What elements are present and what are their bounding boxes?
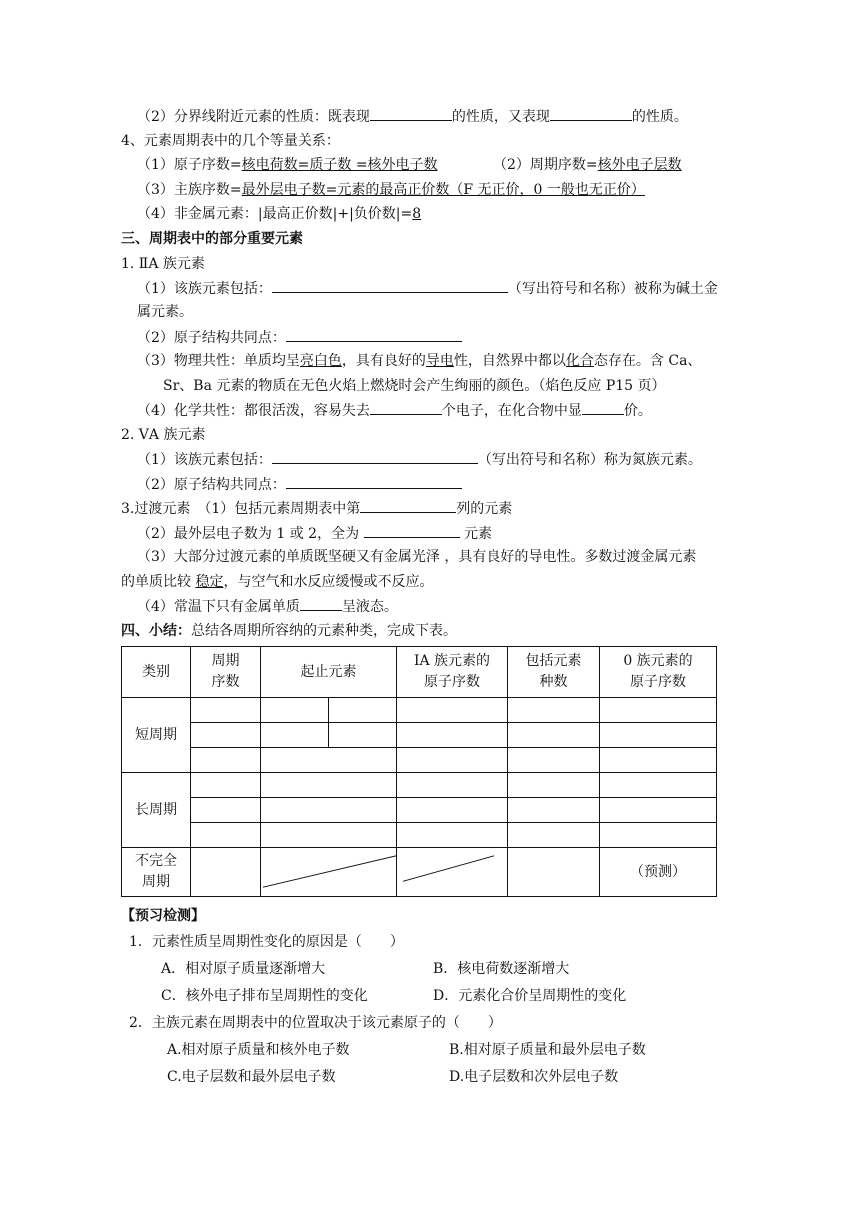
fill-blank[interactable] — [370, 400, 442, 415]
table-cell[interactable] — [261, 748, 397, 773]
table-cell[interactable] — [600, 773, 717, 798]
underlined-text: 亮白色 — [299, 353, 342, 369]
text: ，与空气和水反应缓慢或不反应。 — [223, 574, 434, 590]
text: 的单质比较 — [121, 574, 191, 590]
underlined-text: 8 — [412, 206, 422, 222]
header-line: 原子序数 — [424, 674, 480, 690]
table-cell[interactable] — [600, 748, 717, 773]
line-transition-outer — [137, 523, 492, 544]
underlined-text: 核电荷数=质子数 =核外电子数 — [241, 157, 438, 173]
text: （3）主族序数= — [137, 182, 242, 198]
q1-option-d[interactable]: D．元素化合价呈周期性的变化 — [433, 988, 627, 1004]
section-heading-relations: 4、元素周期表中的几个等量关系： — [121, 133, 340, 149]
section-heading-summary — [121, 621, 457, 641]
text: （2）周期序数= — [493, 157, 598, 173]
underlined-text: 稳定 — [195, 574, 224, 590]
text: （4）化学共性：都很活泼，容易失去 — [137, 403, 370, 419]
predict-cell: （预测） — [600, 848, 717, 897]
q2-option-a[interactable]: A.相对原子质量和核外电子数 — [167, 1042, 350, 1058]
text: 四、小结： — [121, 623, 191, 639]
question-2: 2．主族元素在周期表中的位置取决于该元素原子的（ ） — [129, 1015, 502, 1031]
row-label-short: 短周期 — [122, 698, 191, 773]
text: （2）分界线附近元素的性质：既表现 — [137, 109, 370, 125]
table-cell[interactable] — [191, 723, 261, 748]
table-cell[interactable] — [508, 823, 600, 848]
q2-option-d[interactable]: D.电子层数和次外层电子数 — [449, 1069, 619, 1085]
text: 个电子，在化合物中显 — [441, 403, 582, 419]
text: （1）该族元素包括： — [137, 452, 272, 468]
table-cell[interactable] — [397, 823, 508, 848]
header-line: 包括元素 — [525, 653, 582, 669]
line-relation-4 — [137, 204, 421, 224]
line-iia-physical — [137, 351, 701, 371]
header-line: 0 族元素的 — [623, 653, 693, 669]
table-cell[interactable] — [508, 773, 600, 798]
text: 态存在。含 Ca、 — [593, 353, 702, 369]
text: （4）常温下只有金属单质 — [137, 599, 300, 615]
fill-blank[interactable] — [300, 596, 342, 611]
line-iia-structure — [137, 327, 462, 348]
subheading-va: 2. ⅤA 族元素 — [121, 427, 206, 443]
fill-blank[interactable] — [272, 278, 508, 293]
subheading-iia: 1. ⅡA 族元素 — [121, 256, 205, 272]
table-cell[interactable] — [191, 698, 261, 723]
fill-blank[interactable] — [582, 400, 624, 415]
header-zero — [600, 647, 717, 698]
table-cell[interactable] — [191, 823, 261, 848]
text: 的性质。 — [631, 109, 688, 125]
text: 3.过渡元素 （1）包括元素周期表中第 — [121, 501, 361, 517]
row-label-line: 周期 — [142, 874, 170, 890]
table-cell[interactable] — [191, 798, 261, 823]
text: （1）原子序数= — [137, 157, 242, 173]
fill-blank[interactable] — [286, 474, 462, 489]
table-cell[interactable] — [261, 723, 329, 748]
diagonal-line — [261, 848, 396, 896]
line-transition-stable — [121, 572, 433, 592]
section-heading-important-elements: 三、周期表中的部分重要元素 — [121, 231, 303, 247]
table-cell[interactable] — [191, 773, 261, 798]
table-cell[interactable] — [397, 723, 508, 748]
table-cell[interactable] — [191, 748, 261, 773]
q1-option-a[interactable]: A．相对原子质量逐渐增大 — [161, 961, 326, 977]
text: 呈液态。 — [341, 599, 398, 615]
q1-option-c[interactable]: C．核外电子排布呈周期性的变化 — [161, 988, 368, 1004]
fill-blank[interactable] — [360, 498, 456, 513]
table-cell[interactable] — [397, 773, 508, 798]
line-iia-members — [137, 278, 718, 299]
table-row — [122, 798, 717, 823]
table-cell[interactable] — [508, 798, 600, 823]
line-iia-flame: Sr、Ba 元素的物质在无色火焰上燃烧时会产生绚丽的颜色。（焰色反应 P15 页） — [163, 378, 666, 394]
line-liquid-metal — [137, 596, 398, 617]
header-line: 种数 — [539, 674, 568, 690]
table-cell[interactable] — [329, 698, 397, 723]
header-start-end: 起止元素 — [261, 647, 397, 698]
line-va-structure — [137, 474, 462, 495]
table-cell[interactable] — [329, 723, 397, 748]
header-period-number — [191, 647, 261, 698]
text: 性，自然界中都以 — [453, 353, 566, 369]
crossed-out-cell — [261, 848, 397, 897]
text: （1）该族元素包括： — [137, 281, 272, 297]
table-cell[interactable] — [508, 723, 600, 748]
table-row — [122, 698, 717, 723]
table-row — [122, 748, 717, 773]
table-cell[interactable] — [600, 823, 717, 848]
summary-table — [121, 646, 717, 897]
header-line: 原子序数 — [630, 674, 686, 690]
table-cell[interactable] — [600, 698, 717, 723]
line-va-members — [137, 449, 702, 470]
table-cell[interactable] — [261, 773, 397, 798]
header-category: 类别 — [122, 647, 191, 698]
text: （2）原子结构共同点： — [137, 477, 286, 493]
table-cell[interactable] — [397, 798, 508, 823]
table-cell[interactable] — [600, 798, 717, 823]
crossed-out-cell — [397, 848, 508, 897]
table-row — [122, 848, 717, 897]
text: （2）原子结构共同点： — [137, 330, 286, 346]
table-row — [122, 773, 717, 798]
text: ，具有良好的 — [341, 353, 426, 369]
fill-blank[interactable] — [364, 523, 460, 538]
row-label-long: 长周期 — [122, 773, 191, 848]
table-cell[interactable] — [397, 748, 508, 773]
text: （写出符号和名称）称为氮族元素。 — [477, 452, 702, 468]
table-cell[interactable] — [508, 848, 600, 897]
text: 列的元素 — [456, 501, 513, 517]
line-iia-members-cont: 属元素。 — [137, 304, 193, 320]
table-row — [122, 823, 717, 848]
header-line: 周期 — [211, 653, 240, 669]
text: 元素 — [463, 526, 492, 542]
fill-blank[interactable] — [550, 106, 632, 121]
text: 的性质，又表现 — [451, 109, 550, 125]
table-cell[interactable] — [397, 698, 508, 723]
q1-option-b[interactable]: B．核电荷数逐渐增大 — [433, 961, 570, 977]
underlined-text: 导电 — [425, 353, 454, 369]
underlined-text: 化合 — [565, 353, 594, 369]
fill-blank[interactable] — [286, 327, 462, 342]
line-relation-2 — [493, 155, 682, 175]
table-row — [122, 723, 717, 748]
underlined-text: 核外电子层数 — [597, 157, 682, 173]
table-cell[interactable] — [508, 698, 600, 723]
table-cell[interactable] — [261, 823, 397, 848]
header-ia — [397, 647, 508, 698]
line-transition-properties: （3）大部分过渡元素的单质既坚硬又有金属光泽 ，具有良好的导电性。多数过渡金属元素 — [137, 549, 697, 565]
header-line: 序数 — [211, 674, 240, 690]
row-label-incomplete — [122, 848, 191, 897]
row-label-line: 不完全 — [135, 853, 177, 869]
text: （4）非金属元素：|最高正价数|+|负价数|= — [137, 206, 413, 222]
q2-option-b[interactable]: B.相对原子质量和最外层电子数 — [449, 1042, 646, 1058]
line-relation-3 — [137, 180, 645, 200]
table-cell[interactable] — [600, 723, 717, 748]
line-relation-1 — [137, 155, 438, 175]
text: （写出符号和名称）被称为碱土金 — [507, 281, 718, 297]
header-line: ⅠA 族元素的 — [413, 653, 491, 669]
q2-option-c[interactable]: C.电子层数和最外层电子数 — [167, 1069, 336, 1085]
diagonal-line — [397, 848, 507, 896]
line-transition-columns — [121, 498, 512, 519]
table-cell[interactable] — [508, 748, 600, 773]
table-header-row — [122, 647, 717, 698]
text: （3）物理共性：单质均呈 — [137, 353, 300, 369]
question-1: 1．元素性质呈周期性变化的原因是（ ） — [129, 934, 404, 950]
text: （2）最外层电子数为 1 或 2，全为 — [137, 526, 360, 542]
line-iia-chemical — [137, 400, 652, 421]
check-title: 【预习检测】 — [121, 908, 205, 924]
header-count — [508, 647, 600, 698]
underlined-text: 最外层电子数=元素的最高正价数（F 无正价，0 一般也无正价） — [241, 182, 645, 198]
table-cell[interactable] — [191, 848, 261, 897]
line-boundary-properties — [137, 106, 688, 127]
fill-blank[interactable] — [370, 106, 452, 121]
text: 价。 — [623, 403, 652, 419]
table-cell[interactable] — [261, 698, 329, 723]
fill-blank[interactable] — [272, 449, 478, 464]
table-cell[interactable] — [261, 798, 397, 823]
text: 总结各周期所容纳的元素种类，完成下表。 — [191, 623, 457, 639]
